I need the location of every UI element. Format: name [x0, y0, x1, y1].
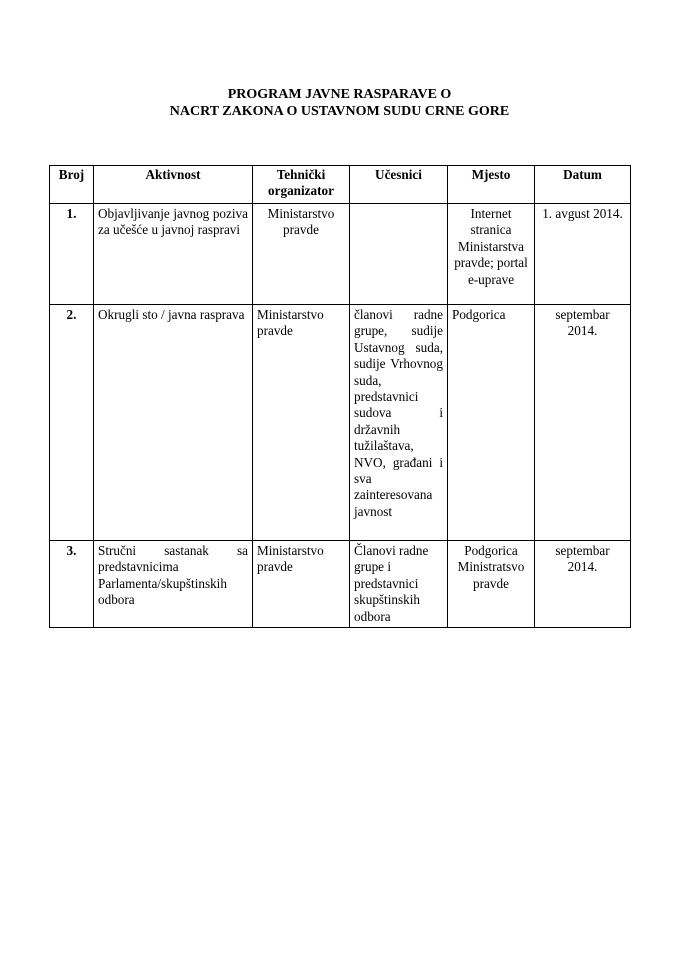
header-ucesnici: Učesnici	[350, 166, 448, 204]
program-table	[49, 165, 631, 628]
title-line-1: PROGRAM JAVNE RASPARAVE O	[227, 87, 452, 102]
row-2-tehnicki-organizator: Ministarstvo pravde	[253, 305, 350, 541]
row-1-broj: 1.	[50, 204, 94, 305]
header-datum: Datum	[535, 166, 631, 204]
table-row	[50, 204, 631, 305]
row-3-datum: septembar 2014.	[535, 541, 631, 628]
title-line-2: NACRT ZAKONA O USTAVNOM SUDU CRNE GORE	[169, 104, 510, 119]
row-2-broj: 2.	[50, 305, 94, 541]
header-mjesto: Mjesto	[448, 166, 535, 204]
header-tehnicki-organizator: Tehnički organizator	[253, 166, 350, 204]
table-header-row	[50, 166, 631, 204]
row-3-broj: 3.	[50, 541, 94, 628]
table-row	[50, 541, 631, 628]
document-title	[0, 86, 679, 120]
row-1-aktivnost: Objavljivanje javnog poziva za učešće u javnoj raspravi	[94, 204, 253, 305]
header-broj: Broj	[50, 166, 94, 204]
row-2-datum: septembar 2014.	[535, 305, 631, 541]
row-1-ucesnici	[350, 204, 448, 305]
row-3-tehnicki-organizator: Ministarstvo pravde	[253, 541, 350, 628]
row-2-ucesnici: članovi radne grupe, sudije Ustavnog suda, sudije Vrhovnog suda, predstavnici sudova i državnih tužilaštava, NVO, građani i sva zainteresovana javnost	[350, 305, 448, 541]
header-aktivnost: Aktivnost	[94, 166, 253, 204]
row-3-ucesnici: Članovi radne grupe i predstavnici skupštinskih odbora	[350, 541, 448, 628]
row-2-mjesto: Podgorica	[448, 305, 535, 541]
table-row	[50, 305, 631, 541]
row-1-mjesto: Internet stranica Ministarstva pravde; portal e-uprave	[448, 204, 535, 305]
row-1-tehnicki-organizator: Ministarstvo pravde	[253, 204, 350, 305]
row-3-mjesto: Podgorica Ministratsvo pravde	[448, 541, 535, 628]
row-2-aktivnost: Okrugli sto / javna rasprava	[94, 305, 253, 541]
row-1-datum: 1. avgust 2014.	[535, 204, 631, 305]
row-3-aktivnost: Stručni sastanak sa predstavnicima Parlamenta/skupštinskih odbora	[94, 541, 253, 628]
